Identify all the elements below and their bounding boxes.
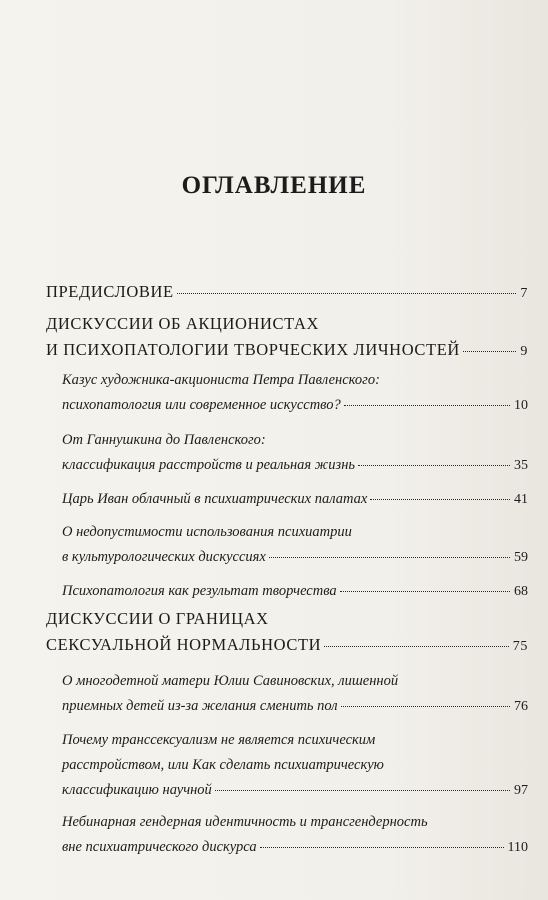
toc-entry-title: ДИСКУССИИ О ГРАНИЦАХ [46,609,269,628]
toc-page-number: 35 [514,458,528,473]
toc-entry-chapter [62,520,528,570]
toc-page-number: 97 [514,783,528,798]
toc-entry-chapter [62,728,528,803]
toc-page-number: 41 [514,492,528,507]
dot-leader [177,293,517,294]
dot-leader [463,351,516,352]
toc-entry-title: ПРЕДИСЛОВИЕ [46,282,174,301]
dot-leader [269,557,510,558]
toc-entry-title: Казус художника-акциониста Петра Павленского: [62,372,380,388]
page-title: ОГЛАВЛЕНИЕ [181,172,367,199]
toc-entry-title: Психопатология как результат творчества [62,583,337,599]
toc-entry-title: расстройством, или Как сделать психиатрическую [62,757,384,773]
dot-leader [324,646,509,647]
dot-leader [344,405,510,406]
toc-page-number: 75 [512,639,528,654]
toc-entry-title: психопатология или современное искусство? [62,397,341,413]
toc-entry-title: Почему транссексуализм не является психическим [62,732,376,748]
toc-entry-chapter [62,428,528,478]
toc-page-number: 10 [514,398,528,413]
toc-entry-title: вне психиатрического дискурса [62,839,257,855]
toc-entry-title: приемных детей из-за желания сменить пол [62,698,338,714]
toc-entry-chapter [62,579,528,604]
toc-page-number: 59 [514,550,528,565]
toc-entry-title: Царь Иван облачный в психиатрических палатах [62,491,368,507]
dot-leader [358,465,510,466]
toc-entry-chapter [62,368,528,418]
toc-entry-title: Небинарная гендерная идентичность и трансгендерность [62,814,428,830]
toc-page-number: 68 [514,584,528,599]
toc-entry-title: СЕКСУАЛЬНОЙ НОРМАЛЬНОСТИ [46,635,322,654]
toc-entry-section-1 [46,311,528,365]
toc-entry-title: ДИСКУССИИ ОБ АКЦИОНИСТАХ [46,314,320,333]
dot-leader [341,706,510,707]
toc-page-number: 76 [514,699,528,714]
dot-leader [215,790,510,791]
toc-entry-title: классификация расстройств и реальная жизнь [62,457,355,473]
toc-entry-preface [46,279,528,307]
toc-entry-title: От Ганнушкина до Павленского: [62,432,266,448]
toc-entry-chapter [62,810,528,860]
toc-entry-title: в культурологических дискуссиях [62,549,266,565]
toc-page-number: 9 [520,344,528,359]
toc-entry-chapter [62,669,528,719]
toc-entry-title: И ПСИХОПАТОЛОГИИ ТВОРЧЕСКИХ ЛИЧНОСТЕЙ [46,340,460,359]
toc-entry-title: О многодетной матери Юлии Савиновских, лишенной [62,673,399,689]
dot-leader [260,847,504,848]
dot-leader [370,499,510,500]
dot-leader [340,591,510,592]
toc-entry-chapter [62,487,528,512]
toc-entry-title: О недопустимости использования психиатрии [62,524,352,540]
toc-page-number: 110 [507,840,528,855]
toc-entry-title: классификацию научной [62,782,212,798]
toc-page-number: 7 [520,286,528,301]
toc-entry-section-2 [46,606,528,660]
